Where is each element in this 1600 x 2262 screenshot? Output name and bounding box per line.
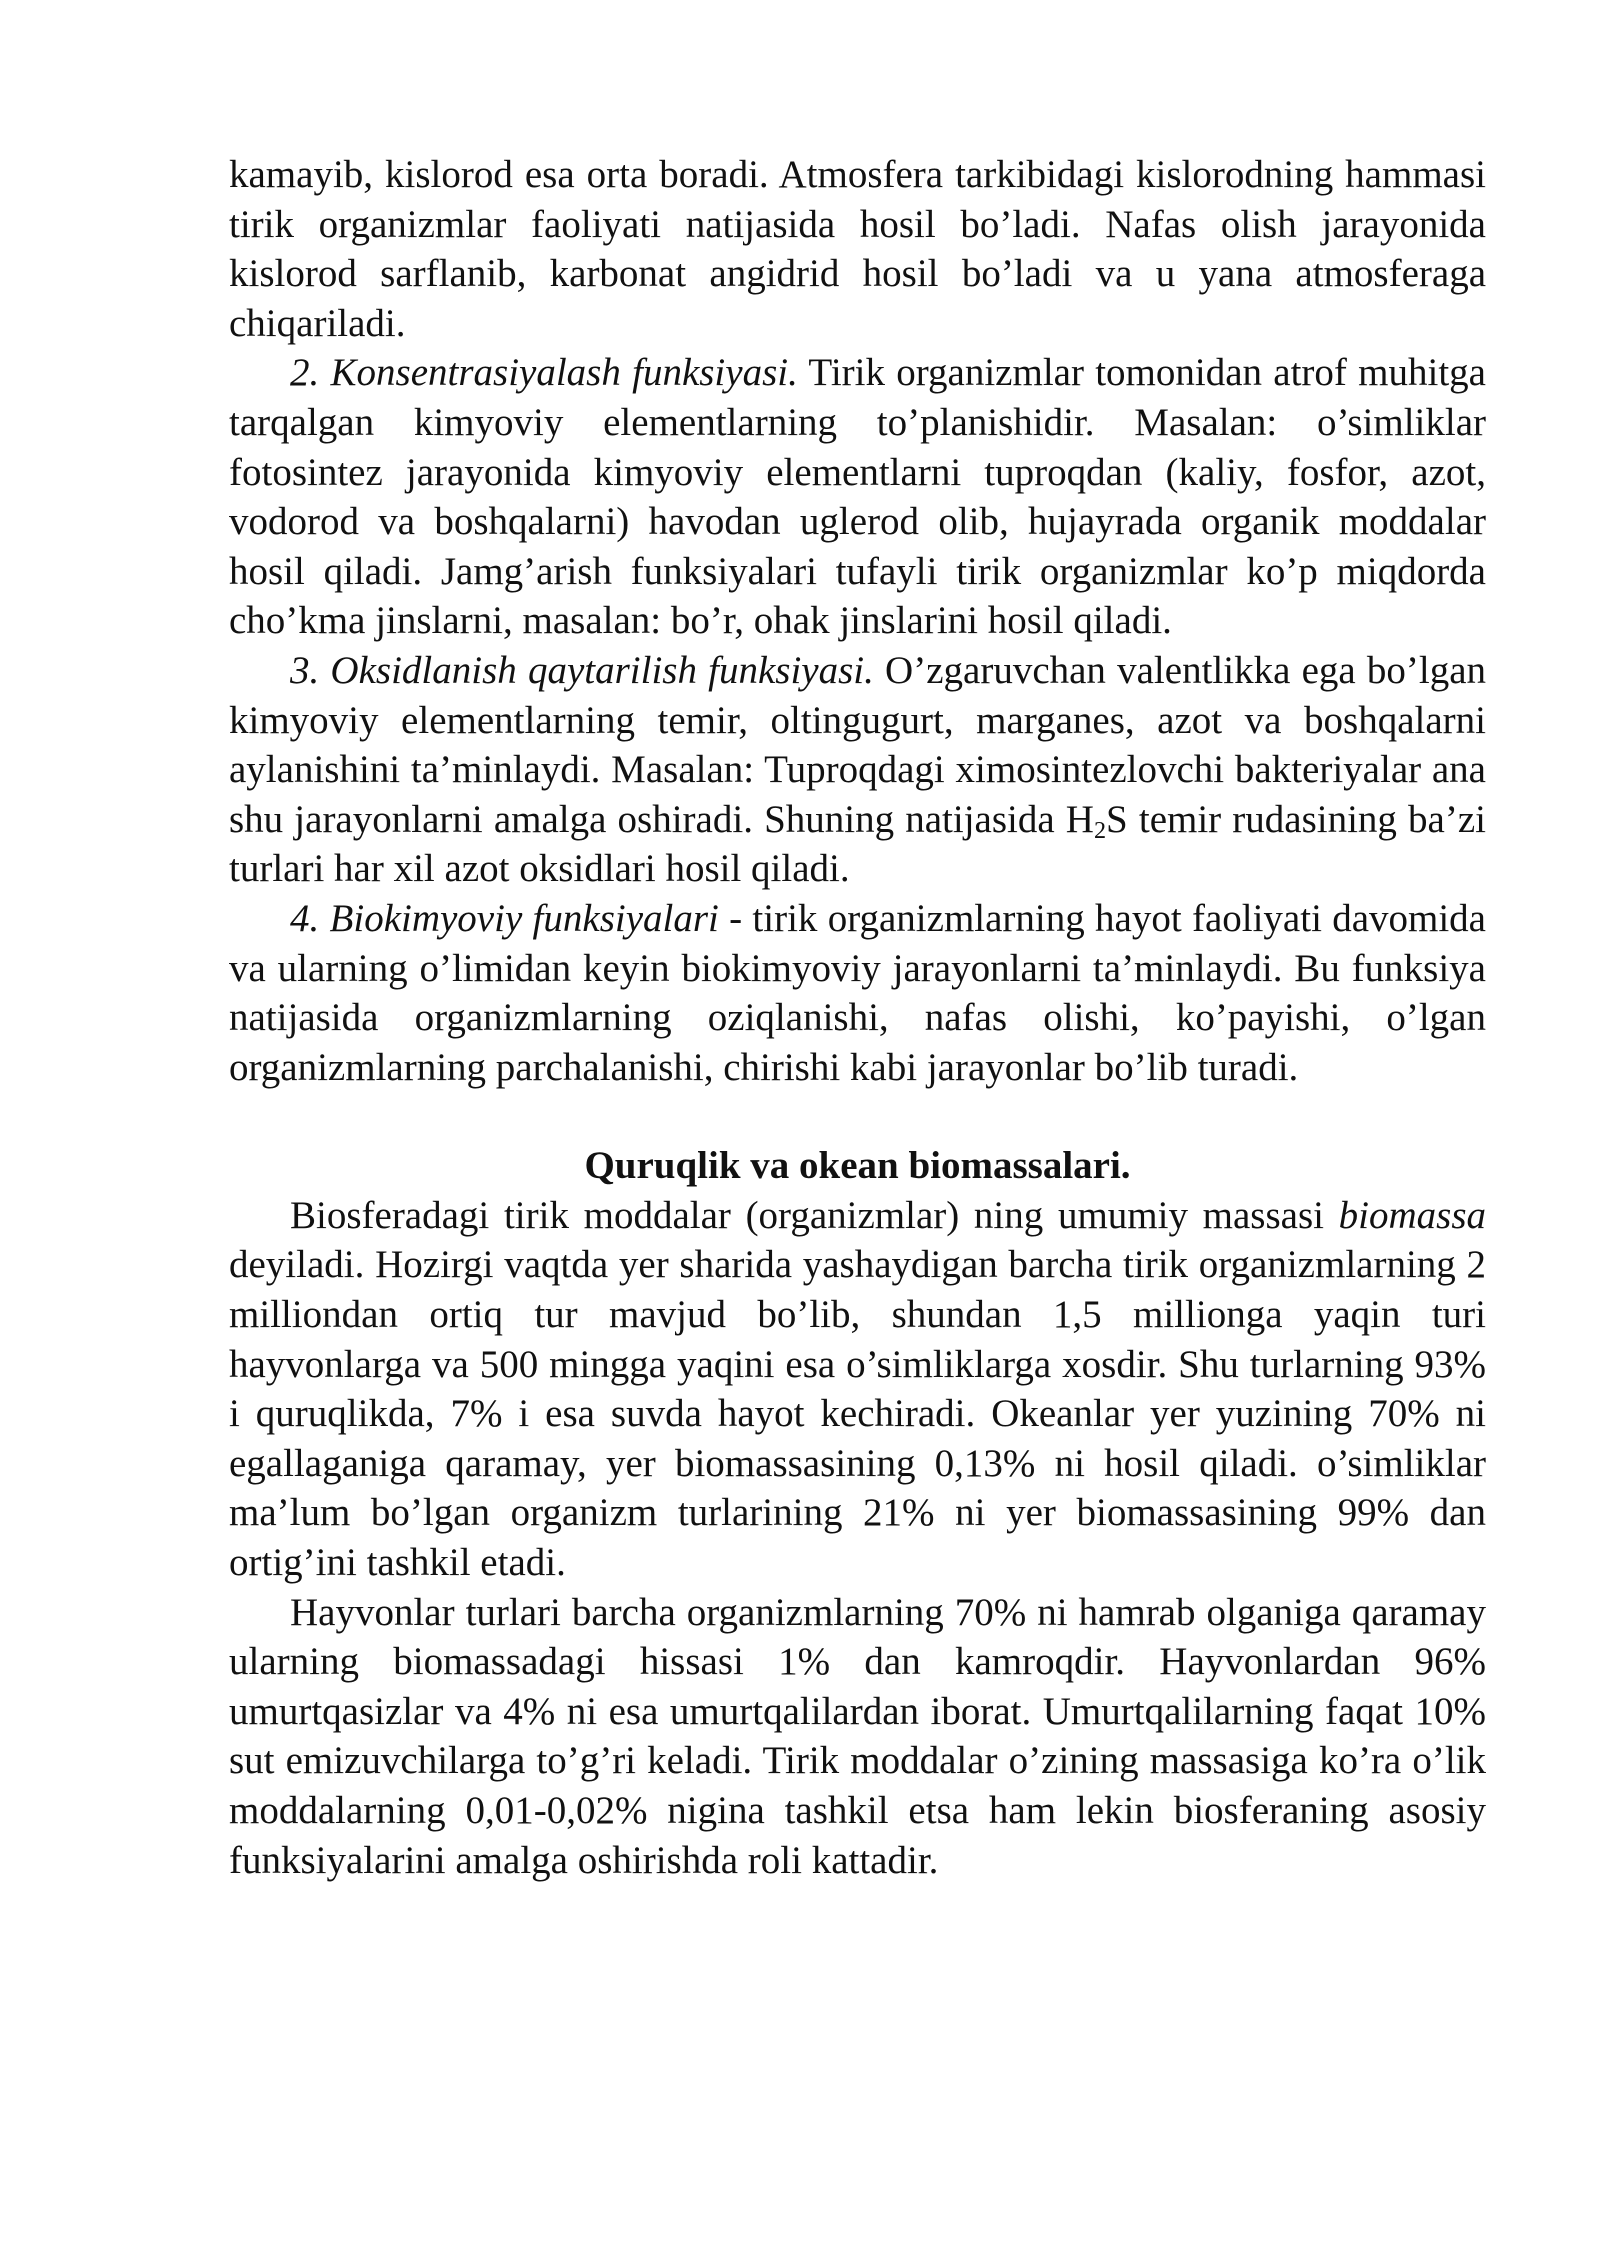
- paragraph-text: kamayib, kislorod esa orta boradi. Atmosfera tarkibidagi kislorodning hammasi tirik organizmlar faoliyati natijasida hosil bo’ladi. Nafas olish jarayonida kislorod sarflanib, karbonat angidrid hosil bo’ladi va u yana atmosferaga chiqariladi.: [229, 153, 1486, 345]
- paragraph-text: Hayvonlar turlari barcha organizmlarning 70% ni hamrab olganiga qaramay ularning biomassadagi hissasi 1% dan kamroqdir. Hayvonlardan 96% umurtqasizlar va 4% ni esa umurtqalilardan iborat. Umurtqalilarning faqat 10% sut emizuvchilarga to’g’ri keladi. Tirik moddalar o’zining massasiga ko’ra o’lik moddalarning 0,01-0,02% nigina tashkil etsa ham lekin biosferaning asosiy funksiyalarini amalga oshirishda roli kattadir.: [229, 1590, 1486, 1882]
- paragraph-biomass-definition: [229, 1191, 1486, 1588]
- paragraph-text: - tirik organizmlarning hayot faoliyati davomida va ularning o’limidan keyin biokimyoviy jarayonlarni ta’minlaydi. Bu funksiya natijasida organizmlarning oziqlanishi, nafas olishi, ko’payishi, o’lgan organizmlarning parchalanishi, chirishi kabi jarayonlar bo’lib turadi.: [229, 896, 1486, 1089]
- paragraph-intro-continuation: [229, 150, 1486, 348]
- paragraph-text: O’zgaruvchan valentlikka ega bo’lgan kimyoviy elementlarning temir, oltingugurt, marganes, azot va boshqalarni aylanishini ta’minlaydi. Masalan: Tuproqdagi ximosintezlovchi bakteriyalar ana shu jarayonlarni amalga oshiradi. Shuning natijasida H: [229, 648, 1487, 841]
- paragraph-animal-species: [229, 1588, 1486, 1886]
- function-title: 2. Konsentrasiyalash funksiyasi.: [290, 351, 798, 395]
- document-page: [229, 150, 1486, 1885]
- subscript-2: 2: [1093, 816, 1107, 844]
- term-biomassa: biomassa: [1338, 1193, 1486, 1237]
- section-heading: Quruqlik va okean biomassalari.: [584, 1144, 1131, 1188]
- paragraph-text: S temir rudasining ba’zi turlari har xil azot oksidlari hosil qiladi.: [229, 797, 1486, 891]
- paragraph-text: Biosferadagi tirik moddalar (organizmlar) ning umumiy massasi: [290, 1193, 1339, 1237]
- paragraph-text: Tirik organizmlar tomonidan atrof muhitga tarqalgan kimyoviy elementlarning to’planishidir. Masalan: o’simliklar fotosintez jarayonida kimyoviy elementlarni tuproqdan (kaliy, fosfor, azot, vodorod va boshqalarni) havodan uglerod olib, hujayrada organik moddalar hosil qiladi. Jamg’arish funksiyalari tufayli tirik organizmlar ko’p miqdorda cho’kma jinslarni, masalan: bo’r, ohak jinslarini hosil qiladi.: [229, 351, 1486, 643]
- paragraph-oxidation-reduction-function: [229, 646, 1486, 894]
- paragraph-concentration-function: [229, 348, 1486, 646]
- function-title: 3. Oksidlanish qaytarilish funksiyasi.: [290, 648, 874, 692]
- function-title: 4. Biokimyoviy funksiyalari: [290, 896, 719, 940]
- paragraph-biochemical-function: [229, 894, 1486, 1092]
- paragraph-text: deyiladi. Hozirgi vaqtda yer sharida yashaydigan barcha tirik organizmlarning 2 milliondan ortiq tur mavjud bo’lib, shundan 1,5 millionga yaqin turi hayvonlarga va 500 mingga yaqini esa o’simliklarga xosdir. Shu turlarning 93% i quruqlikda, 7% i esa suvda hayot kechiradi. Okeanlar yer yuzining 70% ni egallaganiga qaramay, yer biomassasining 0,13% ni hosil qiladi. o’simliklar ma’lum bo’lgan organizm turlarining 21% ni yer biomassasining 99% dan ortig’ini tashkil etadi.: [229, 1243, 1486, 1585]
